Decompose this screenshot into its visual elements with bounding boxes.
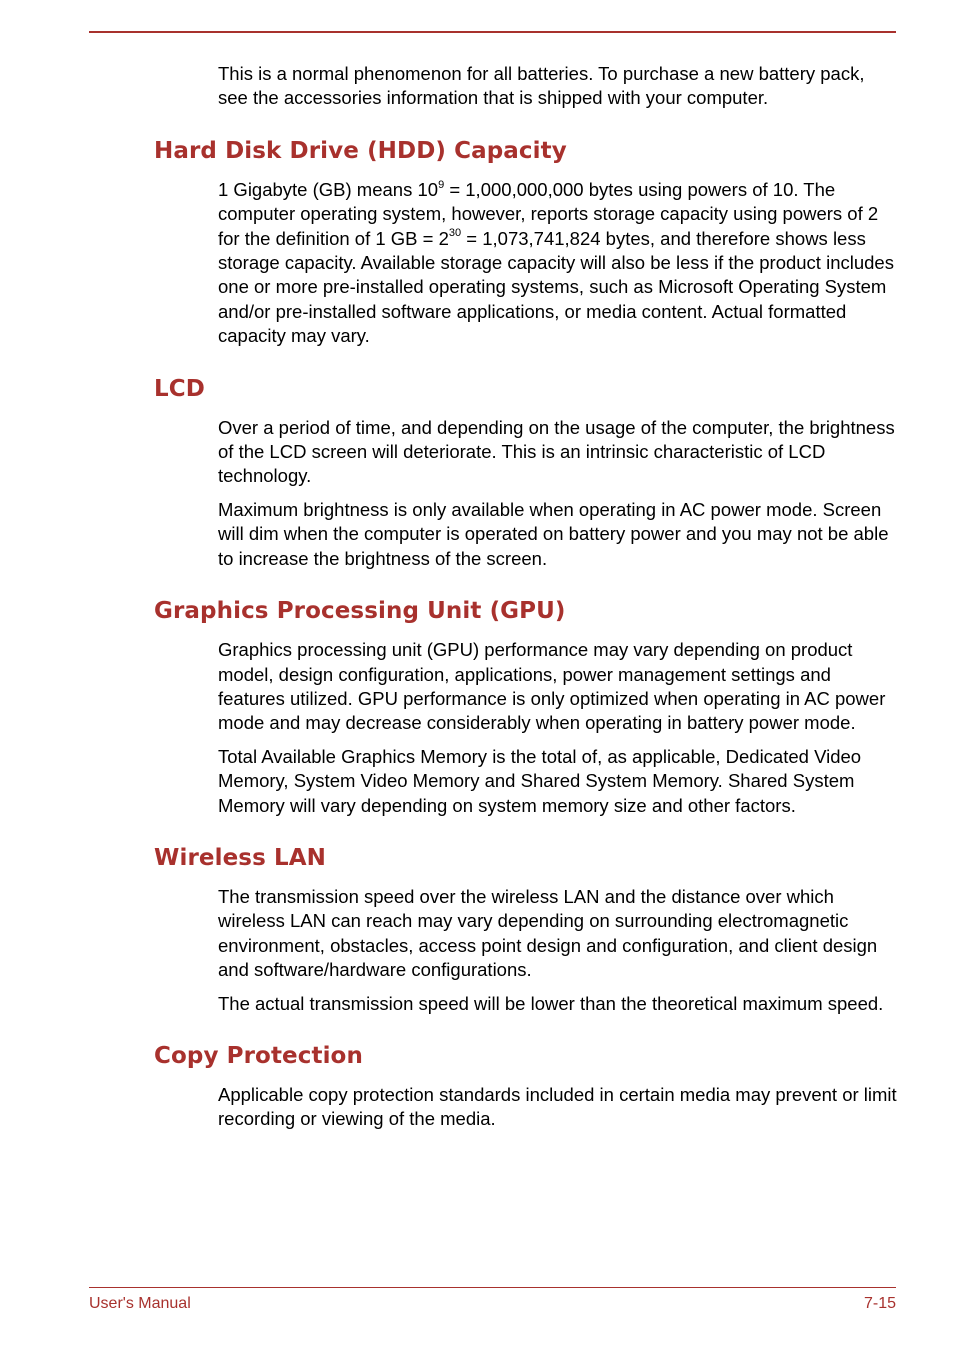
hdd-text-b: = 1,000,000,000 bytes using powers of 10. The computer operating system, however, reports storage capacity using powers of 2 for the definition of 1 GB = 2 [218,178,879,249]
section-title-lcd: LCD [154,375,205,402]
hdd-text-c: = 1,073,741,824 bytes, and therefore shows less storage capacity. Available storage capacity will also be less if the product includes one or more pre-installed operating systems, such as Microsoft Operating System and/or pre-installed software applications, or media content. Actual formatted capacity may vary. [218,227,894,347]
gpu-paragraph-2: Total Available Graphics Memory is the total of, as applicable, Dedicated Video Memory, System Video Memory and Shared System Memory. Shared System Memory will vary depending on system memory size and other factors. [218,745,862,816]
lcd-paragraph-1: Over a period of time, and depending on the usage of the computer, the brightness of the LCD screen will deteriorate. This is an intrinsic characteristic of LCD technology. [218,416,895,487]
section-title-hdd: Hard Disk Drive (HDD) Capacity [154,137,567,164]
footer-page-number: 7-15 [863,1295,896,1312]
hdd-paragraph [0,178,898,349]
wlan-paragraph-1: The transmission speed over the wireless LAN and the distance over which wireless LAN can reach may vary depending on surrounding electromagnetic environment, obstacles, access point design and configuration, and client design and software/hardware configurations. [218,885,878,981]
section-title-gpu: Graphics Processing Unit (GPU) [154,598,566,625]
wlan-paragraph-2: The actual transmission speed will be lower than the theoretical maximum speed. [218,992,884,1014]
section-title-copy-protection: Copy Protection [154,1042,363,1069]
page-content [0,62,954,1132]
hdd-text-a: 1 Gigabyte (GB) means 10 [218,178,439,200]
hdd-superscript-9: 9 [438,178,445,191]
section-title-wireless-lan: Wireless LAN [154,844,326,871]
gpu-paragraph-1: Graphics processing unit (GPU) performance may vary depending on product model, design configuration, applications, power management settings and features utilized. GPU performance is only optimized when operating in AC power mode and may decrease considerably when operating in battery power mode. [218,639,886,734]
intro-paragraph: This is a normal phenomenon for all batteries. To purchase a new battery pack, see the accessories information that is shipped with your computer. [218,63,865,109]
hdd-superscript-30: 30 [448,227,462,240]
copy-paragraph-1: Applicable copy protection standards included in certain media may prevent or limit recording or viewing of the media. [218,1083,897,1130]
footer-rule [89,1287,896,1288]
lcd-paragraph-2: Maximum brightness is only available when operating in AC power mode. Screen will dim when the computer is operated on battery power and you may not be able to increase the brightness of the screen. [218,498,889,569]
footer-manual-title: User's Manual [89,1295,191,1312]
header-rule [89,31,896,33]
